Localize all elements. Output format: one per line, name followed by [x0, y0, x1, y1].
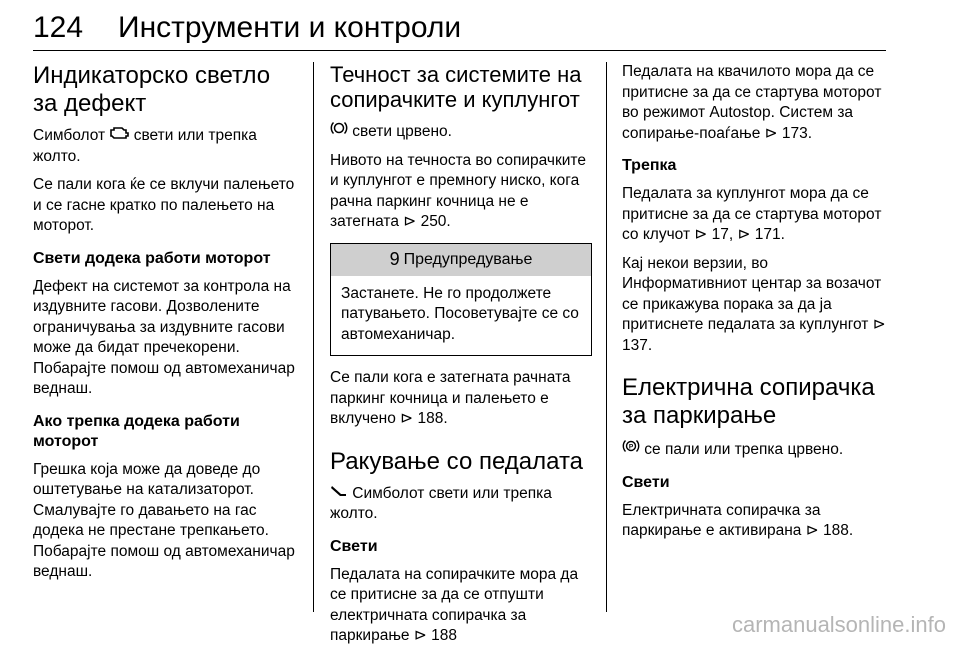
warning-box [330, 243, 592, 357]
section-heading-electric-parking-brake: Електрична сопирачка за паркирање [622, 374, 875, 429]
page-header [0, 0, 960, 52]
column-divider-1 [313, 62, 314, 612]
subheading-on: Свети [330, 537, 378, 555]
paragraph: свети црвено. [330, 120, 592, 143]
subheading-on: Свети [622, 473, 670, 491]
warning-icon: 9 [389, 249, 400, 269]
section-heading-malfunction-light: Индикаторско светло за дефект [33, 62, 271, 117]
pedal-icon [330, 484, 348, 505]
subheading-flashing: Трепка [622, 157, 677, 174]
paragraph: Се пали кога е затегната рачната паркинг кочница и палењето е вклучено ⊳ 188. [330, 369, 571, 427]
paragraph: Педалата на квачилото мора да се притисне за да се стартува моторот во режимот Autostop. Систем за сопирање-поаѓање ⊳ 173. [622, 63, 882, 142]
paragraph: Педалата на сопирачките мора да се притисне за да се отпушти електричната сопирачка за паркирање ⊳ 188 [330, 565, 579, 644]
paragraph: Симболот свети или трепка жолто. [33, 127, 257, 165]
warning-header [331, 244, 591, 276]
section-heading-pedal-operation: Ракување со педалата [330, 447, 584, 475]
brake-fluid-icon [330, 120, 348, 143]
warning-title: Предупредување [403, 250, 533, 268]
subheading-on-while-running: Свети додека работи моторот [33, 249, 271, 267]
svg-text:P: P [628, 443, 634, 451]
engine-warning-icon [109, 126, 129, 147]
paragraph: Нивото на течноста во сопирачките и куплунгот е премногу ниско, кога рачна паркинг кочница не е затегната ⊳ 250. [330, 151, 586, 230]
paragraph: Дефект на системот за контрола на издувните гасови. Дозволените ограничувања за издувните гасови може да бидат пречекорени. Побарајте помош од автомеханичар веднаш. [33, 277, 295, 397]
paragraph: Симболот свети или трепка жолто. [330, 484, 552, 522]
header-divider [33, 50, 886, 51]
parking-brake-icon [622, 438, 640, 461]
warning-text: Застанете. Не го продолжете патувањето. Посоветувајте се со автомеханичар. [341, 284, 579, 343]
section-heading-brake-fluid: Течност за системите на сопирачките и куплунгот [330, 62, 582, 112]
subheading-flashing-while-running: Ако трепка додека работи моторот [33, 412, 240, 450]
paragraph: Се пали кога ќе се вклучи палењето и се гасне кратко по палењето на моторот. [33, 176, 295, 234]
column-3 [622, 62, 890, 542]
paragraph: Кај некои верзии, во Информативниот центар за возачот се прикажува порака за да ја притиснете педалата за куплунгот ⊳ 137. [622, 254, 886, 354]
chapter-title: Инструменти и контроли [118, 11, 462, 44]
column-1 [33, 62, 295, 583]
column-divider-2 [606, 62, 607, 612]
page-number: 124 [33, 11, 84, 44]
watermark: carmanualsonline.info [731, 612, 946, 637]
paragraph: Грешка која може да доведе до оштетување на катализаторот. Смалувајте го давањето на гас додека не престане трепкањето. Побарајте помош од автомеханичар веднаш. [33, 460, 295, 580]
paragraph: Електричната сопирачка за паркирање е активирана ⊳ 188. [622, 501, 854, 539]
paragraph: P се пали или трепка црвено. [622, 438, 890, 461]
paragraph: Педалата за куплунгот мора да се притисне за да се стартува моторот со клучот ⊳ 17, ⊳ 171. [622, 185, 882, 243]
column-2 [330, 62, 592, 647]
